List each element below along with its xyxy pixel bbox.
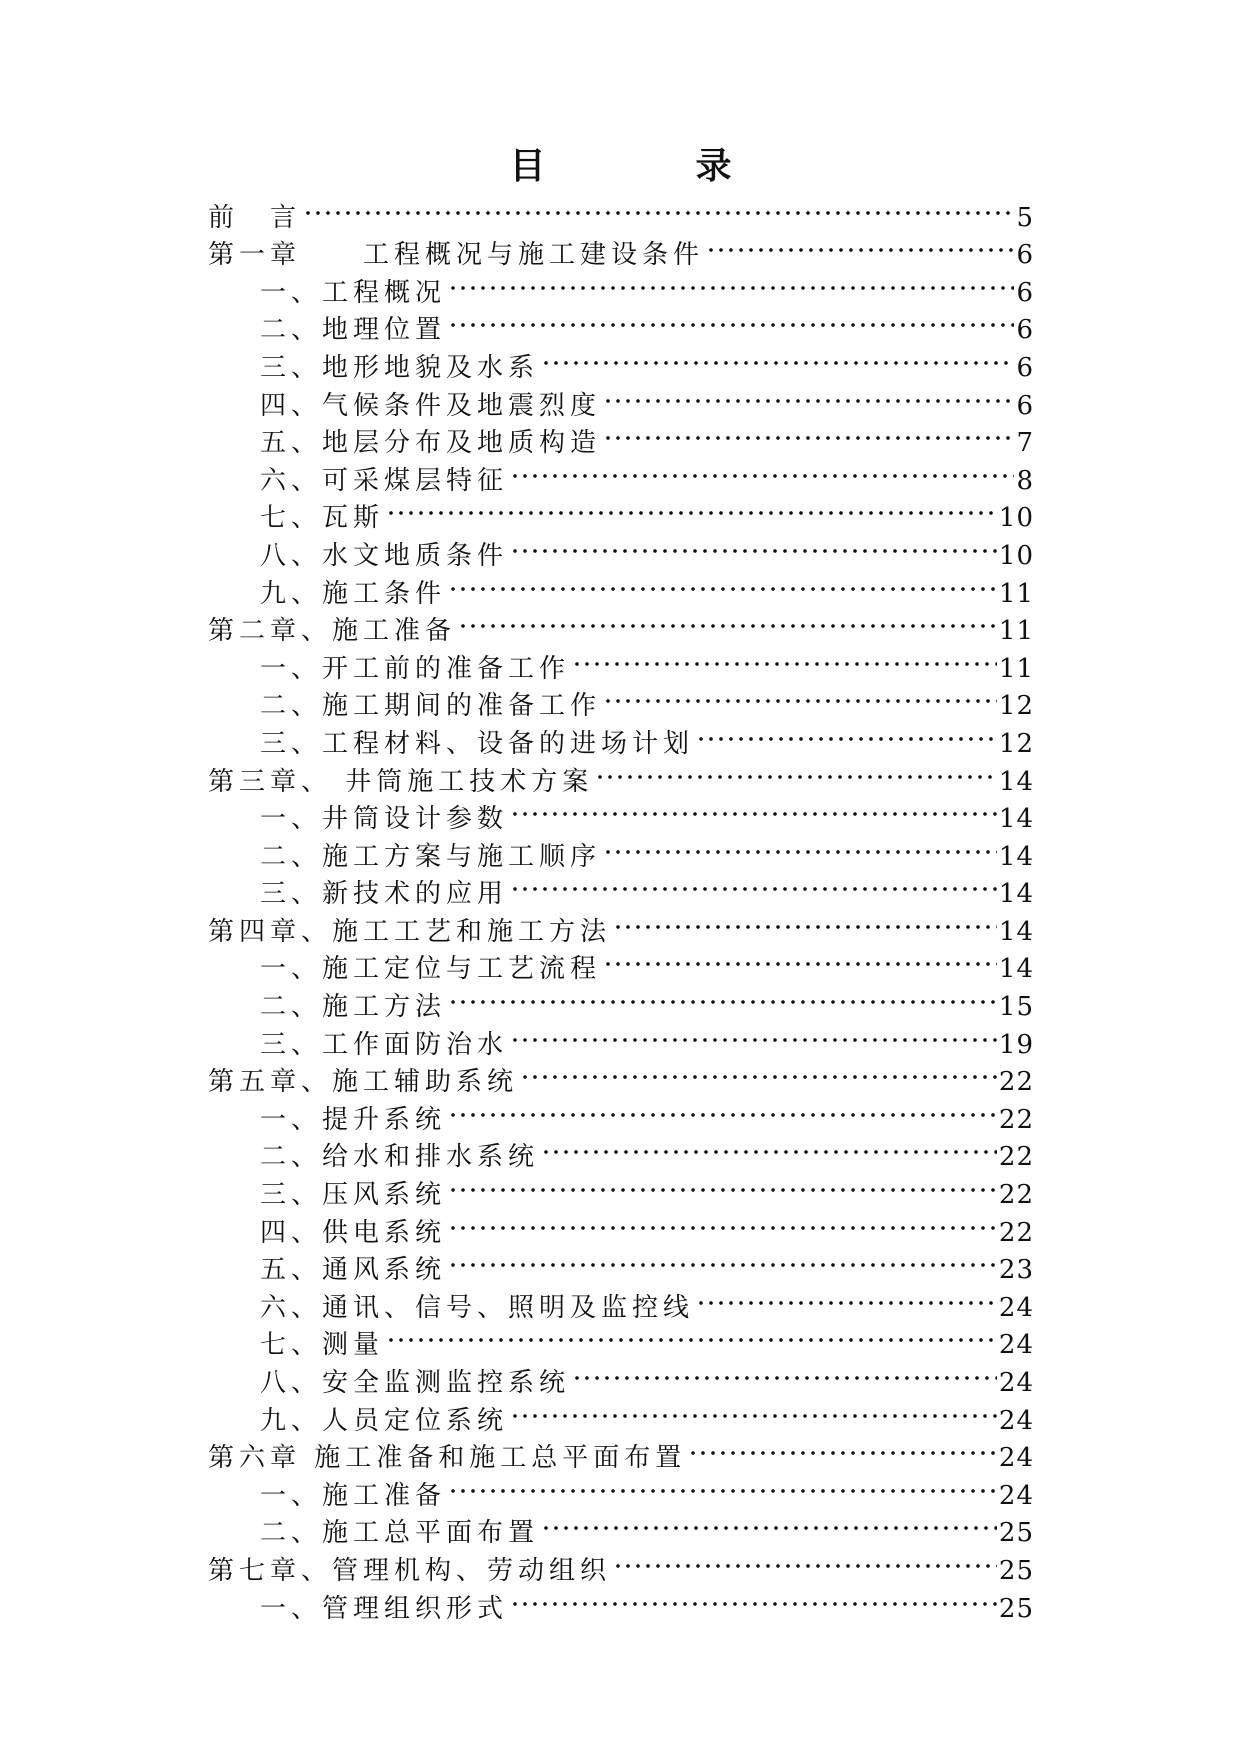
- toc-page-number: 10: [998, 503, 1034, 534]
- toc-page-number: 6: [1016, 315, 1034, 346]
- toc-dot-leader: [510, 451, 1014, 489]
- toc-page-number: 19: [998, 1029, 1034, 1060]
- toc-entry-label: 二、施工方法: [260, 992, 447, 1023]
- toc-entry-label: 三、新技术的应用: [260, 879, 509, 910]
- toc-page-number: 8: [1016, 465, 1034, 496]
- toc-entry-label: 九、人员定位系统: [260, 1405, 509, 1436]
- toc-page-number: 10: [998, 540, 1034, 571]
- toc-dot-leader: [448, 564, 997, 602]
- toc-dot-leader: [448, 1090, 997, 1128]
- toc-dot-leader: [603, 827, 997, 865]
- toc-page-number: 11: [998, 653, 1034, 684]
- toc-page-number: 24: [998, 1292, 1034, 1323]
- toc-entry-label: 五、地层分布及地质构造: [260, 428, 602, 459]
- toc-entry-label: 第三章、 井筒施工技术方案: [208, 766, 594, 797]
- toc-page-number: 14: [998, 804, 1034, 835]
- toc-dot-leader: [448, 263, 1014, 301]
- toc-page-number: 22: [998, 1067, 1034, 1098]
- toc-dot-leader: [510, 526, 997, 564]
- toc-entry-label: 四、供电系统: [260, 1217, 447, 1248]
- toc-dot-leader: [541, 1128, 997, 1166]
- toc-dot-leader: [696, 1278, 997, 1316]
- toc-entry-label: 一、工程概况: [260, 277, 447, 308]
- toc-page-number: 25: [998, 1593, 1034, 1624]
- toc-dot-leader: [448, 1466, 997, 1504]
- toc-page-number: 22: [998, 1180, 1034, 1211]
- toc-page-number: 24: [998, 1480, 1034, 1511]
- toc-chapter-entry[interactable]: [208, 226, 1034, 271]
- toc-entry-label: 五、通风系统: [260, 1255, 447, 1286]
- toc-entry-label: 八、水文地质条件: [260, 540, 509, 571]
- toc-entry-label: 二、给水和排水系统: [260, 1142, 540, 1173]
- toc-entry-label: 八、安全监测监控系统: [260, 1368, 571, 1398]
- toc-page-number: 24: [998, 1330, 1034, 1361]
- toc-page-number: 7: [1016, 428, 1034, 459]
- toc-page-number: 11: [998, 616, 1034, 647]
- toc-page-number: 14: [998, 766, 1034, 797]
- toc-dot-leader: [572, 1353, 997, 1391]
- toc-dot-leader: [448, 1241, 997, 1279]
- toc-page-number: 24: [998, 1405, 1034, 1436]
- toc-dot-leader: [603, 940, 997, 978]
- toc-entry-label: 六、通讯、信号、照明及监控线: [260, 1292, 695, 1323]
- toc-page-number: 12: [998, 691, 1034, 722]
- toc-entry-label: 一、提升系统: [260, 1104, 447, 1135]
- toc-entry-label: 一、施工定位与工艺流程: [260, 954, 602, 985]
- toc-page-number: 22: [998, 1142, 1034, 1173]
- toc-entry-label: 第六章 施工准备和施工总平面布置: [208, 1443, 687, 1474]
- toc-dot-leader: [696, 714, 997, 752]
- toc-dot-leader: [303, 188, 1014, 226]
- toc-dot-leader: [520, 1053, 997, 1091]
- toc-title-part-1: 目: [509, 145, 546, 187]
- toc-entry-label: 一、施工准备: [260, 1480, 447, 1511]
- toc-entry-label: 第七章、管理机构、劳动组织: [208, 1555, 612, 1586]
- toc-entry-label: 七、瓦斯: [260, 503, 385, 534]
- toc-dot-leader: [448, 1165, 997, 1203]
- toc-entry-label: 一、井筒设计参数: [260, 804, 509, 835]
- toc-page-number: 14: [998, 916, 1034, 947]
- toc-dot-leader: [448, 977, 997, 1015]
- toc-page-number: 14: [998, 954, 1034, 985]
- toc-entry-label: 六、可采煤层特征: [260, 465, 509, 496]
- toc-entry-label: 三、工作面防治水: [260, 1029, 509, 1060]
- toc-dot-leader: [448, 1203, 997, 1241]
- toc-chapter-entry[interactable]: [208, 188, 1034, 233]
- toc-page-number: 25: [998, 1555, 1034, 1586]
- toc-page-number: 14: [998, 841, 1034, 872]
- toc-entry-label: 三、工程材料、设备的进场计划: [260, 728, 695, 759]
- toc-entry-label: 三、地形地貌及水系: [260, 352, 540, 383]
- toc-dot-leader: [510, 790, 997, 828]
- toc-dot-leader: [603, 414, 1014, 452]
- toc-dot-leader: [510, 1015, 997, 1053]
- toc-page-number: 14: [998, 879, 1034, 910]
- toc-dot-leader: [386, 489, 997, 527]
- toc-page-number: 22: [998, 1104, 1034, 1135]
- toc-entry-label: 第四章、施工工艺和施工方法: [208, 916, 612, 947]
- toc-list: [208, 188, 1034, 1624]
- toc-dot-leader: [541, 338, 1014, 376]
- toc-entry-label: 七、测量: [260, 1330, 385, 1361]
- toc-page-number: 6: [1016, 277, 1034, 308]
- toc-entry-label: 三、压风系统: [260, 1180, 447, 1211]
- toc-dot-leader: [572, 639, 997, 677]
- toc-dot-leader: [706, 226, 1014, 264]
- toc-page-number: 6: [1016, 352, 1034, 383]
- toc-page-number: 6: [1016, 240, 1034, 271]
- toc-dot-leader: [448, 301, 1014, 339]
- toc-dot-leader: [613, 1541, 997, 1579]
- toc-page-number: 11: [998, 578, 1034, 609]
- toc-dot-leader: [386, 1316, 997, 1354]
- toc-title-part-2: 录: [695, 145, 732, 187]
- toc-entry-label: 第一章 工程概况与施工建设条件: [208, 240, 705, 271]
- toc-entry-label: 一、管理组织形式: [260, 1593, 509, 1624]
- toc-page-number: 12: [998, 728, 1034, 759]
- toc-dot-leader: [458, 602, 997, 640]
- toc-page-number: 15: [998, 992, 1034, 1023]
- toc-dot-leader: [510, 1579, 997, 1617]
- toc-entry-label: 二、施工期间的准备工作: [260, 691, 602, 722]
- toc-page-number: 24: [998, 1368, 1034, 1398]
- toc-dot-leader: [510, 865, 997, 903]
- toc-entry-label: 九、施工条件: [260, 578, 447, 609]
- toc-page-number: 24: [998, 1443, 1034, 1474]
- toc-entry-label: 前 言: [208, 202, 302, 233]
- toc-page-number: 6: [1016, 390, 1034, 421]
- toc-page-number: 22: [998, 1217, 1034, 1248]
- toc-dot-leader: [603, 677, 997, 715]
- toc-page-number: 25: [998, 1518, 1034, 1549]
- toc-entry-label: 二、施工方案与施工顺序: [260, 841, 602, 872]
- toc-entry-label: 二、地理位置: [260, 315, 447, 346]
- toc-dot-leader: [510, 1391, 997, 1429]
- toc-dot-leader: [613, 902, 997, 940]
- toc-entry-label: 第二章、施工准备: [208, 616, 457, 647]
- toc-dot-leader: [688, 1429, 997, 1467]
- toc-page-number: 23: [998, 1255, 1034, 1286]
- toc-entry-label: 第五章、施工辅助系统: [208, 1067, 519, 1098]
- toc-dot-leader: [595, 752, 997, 790]
- toc-page-number: 5: [1016, 202, 1034, 233]
- toc-entry-label: 四、气候条件及地震烈度: [260, 390, 602, 421]
- toc-dot-leader: [603, 376, 1014, 414]
- toc-dot-leader: [541, 1504, 997, 1542]
- toc-entry-label: 一、开工前的准备工作: [260, 653, 571, 684]
- toc-entry-label: 二、施工总平面布置: [260, 1518, 540, 1549]
- toc-title: [0, 140, 1241, 192]
